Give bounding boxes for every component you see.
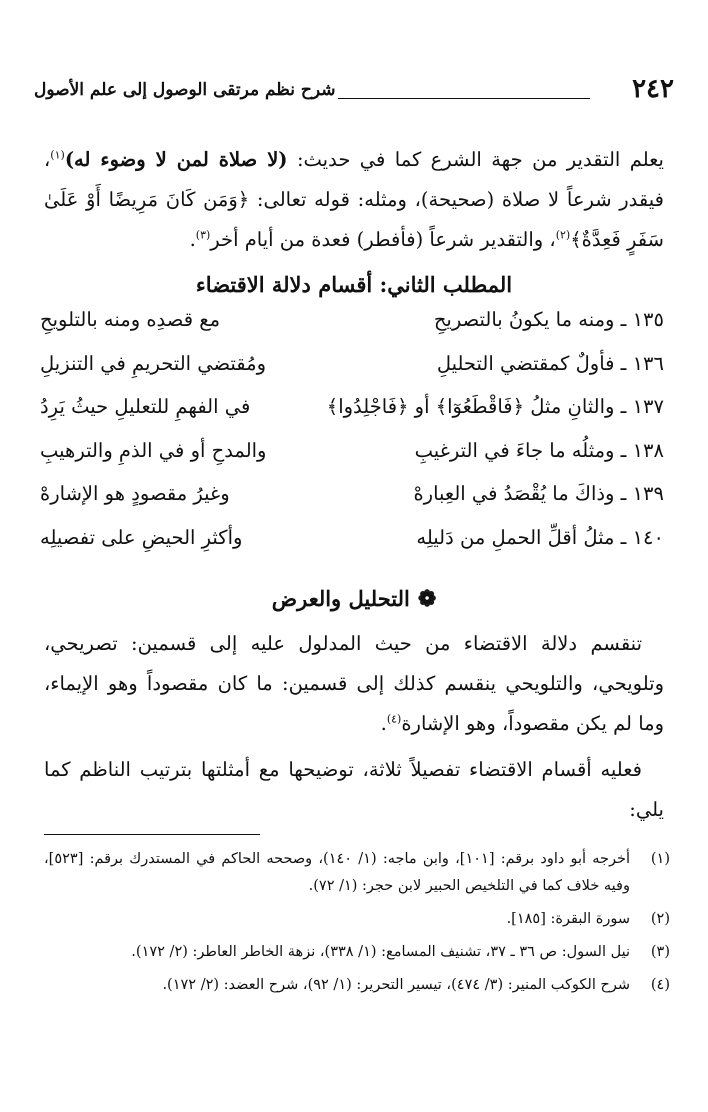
running-title: شرح نظم مرتقى الوصول إلى علم الأصول	[34, 80, 336, 100]
verse-first-hemistich: ١٣٦ ـ فأولٌ كمقتضي التحليلِ	[436, 351, 664, 375]
verse-second-hemistich: والمدحِ أو في الذمِ والترهيبِ	[40, 438, 267, 462]
footnote-ref-4[interactable]: (٤)	[386, 712, 402, 726]
verse-second-hemistich: وأكثرِ الحيضِ على تفصيلِه	[40, 525, 243, 549]
paragraph-division-text: تنقسم دلالة الاقتضاء من حيث المدلول عليه إلى قسمين: تصريحي، وتلويحي، والتلويحي ينقسم كذلك إلى قسمين: ما كان مقصوداً وهو الإيماء، وما لم يكن مقصوداً، وهو الإشارة	[44, 632, 664, 735]
paragraph-end: .	[380, 712, 387, 735]
footnote	[44, 972, 670, 999]
verse-second-hemistich: مع قصدِه ومنه بالتلويحِ	[40, 308, 221, 331]
page-header	[34, 74, 674, 108]
footnote-number: (٢)	[650, 911, 670, 927]
verse-first-hemistich: ١٣٨ ـ ومثلُه ما جاءَ في الترغيبِ	[414, 438, 664, 462]
floral-ornament-icon: ❁	[417, 586, 437, 612]
footnote-text: شرح الكوكب المنير: (٣/ ٤٧٤)، تيسير التحرير: (١/ ٩٢)، شرح العضد: (٢/ ١٧٢).	[162, 977, 630, 993]
body-text	[44, 624, 664, 830]
intro-text-1: يعلم التقدير من جهة الشرع كما في حديث:	[287, 148, 664, 171]
verse-second-hemistich: ومُقتضي التحريمِ في التنزيلِ	[40, 351, 267, 375]
footnote-number: (٤)	[650, 977, 670, 993]
footnote-ref-3[interactable]: (٣)	[195, 228, 211, 242]
page-number: ٢٤٢	[632, 74, 674, 104]
paragraph-division	[44, 624, 664, 744]
footnote-text: أخرجه أبو داود برقم: [١٠١]، وابن ماجه: (١/ ١٤٠)، وصححه الحاكم في المستدرك برقم: [٥٢٣]، وفيه خلاف كما في التلخيص الحبير لابن حجر: (١/ ٧٢).	[44, 851, 631, 894]
verse-line	[40, 439, 664, 483]
section-heading: المطلب الثاني: أقسام دلالة الاقتضاء	[195, 272, 513, 297]
footnote-text: نيل السول: ص ٣٦ ـ ٣٧، تشنيف المسامع: (١/ ٣٣٨)، نزهة الخاطر العاطر: (٢/ ١٧٢).	[131, 944, 630, 960]
intro-text-4: .	[189, 228, 196, 251]
hadith-quote: (لا صلاة لمن لا وضوء له)	[64, 148, 288, 171]
analysis-heading-text: التحليل والعرض	[271, 586, 410, 611]
verse-line	[40, 352, 664, 396]
quran-verse: ﴿وَمَن كَانَ مَرِيضًا أَوْ عَلَىٰ سَفَرٍ فَعِدَّةٌ﴾	[44, 188, 664, 251]
verse-first-hemistich: ١٤٠ ـ مثلُ أقلِّ الحملِ من دَليلِه	[416, 525, 664, 549]
verse-first-hemistich: ١٣٥ ـ ومنه ما يكونُ بالتصريحِ	[433, 308, 664, 331]
footnote-number: (٣)	[650, 944, 670, 960]
verse-line	[40, 482, 664, 526]
footnote-text: سورة البقرة: [١٨٥].	[506, 911, 630, 927]
footnote-separator	[44, 834, 260, 835]
verse-first-hemistich: ١٣٧ ـ والثانِ مثلُ ﴿فَاقْطَعُوٓا﴾ أو ﴿فَاجْلِدُوا﴾	[326, 395, 664, 418]
footnote-ref-1[interactable]: (١)	[50, 148, 65, 162]
verse-line	[40, 526, 664, 570]
analysis-heading	[44, 586, 664, 612]
verse-second-hemistich: في الفهمِ للتعليلِ حيثُ يَرِدُ	[40, 395, 251, 418]
poem-verses	[40, 308, 664, 569]
footnotes	[44, 846, 670, 1005]
intro-text-3: ، والتقدير شرعاً (فأفطر) فعدة من أيام أخر	[210, 228, 556, 251]
verse-second-hemistich: وغيرُ مقصودٍ هو الإشارهْ	[40, 482, 230, 505]
footnote	[44, 906, 670, 933]
footnote	[44, 939, 670, 966]
paragraph-summary: فعليه أقسام الاقتضاء تفصيلاً ثلاثة، توضيحها مع أمثلتها بترتيب الناظم كما يلي:	[44, 758, 664, 821]
verse-first-hemistich: ١٣٩ ـ وذاكَ ما يُقْصَدُ في العِبارهْ	[413, 482, 664, 505]
intro-paragraph	[44, 140, 664, 260]
verse-line	[40, 395, 664, 439]
footnote-ref-2[interactable]: (٢)	[555, 228, 571, 242]
header-rule	[338, 98, 590, 99]
verse-line	[40, 308, 664, 352]
intro-text-2: ، فيقدر شرعاً لا صلاة (صحيحة)، ومثله: قوله تعالى:	[44, 148, 664, 211]
footnote-number: (١)	[650, 851, 670, 867]
footnote	[44, 846, 670, 900]
